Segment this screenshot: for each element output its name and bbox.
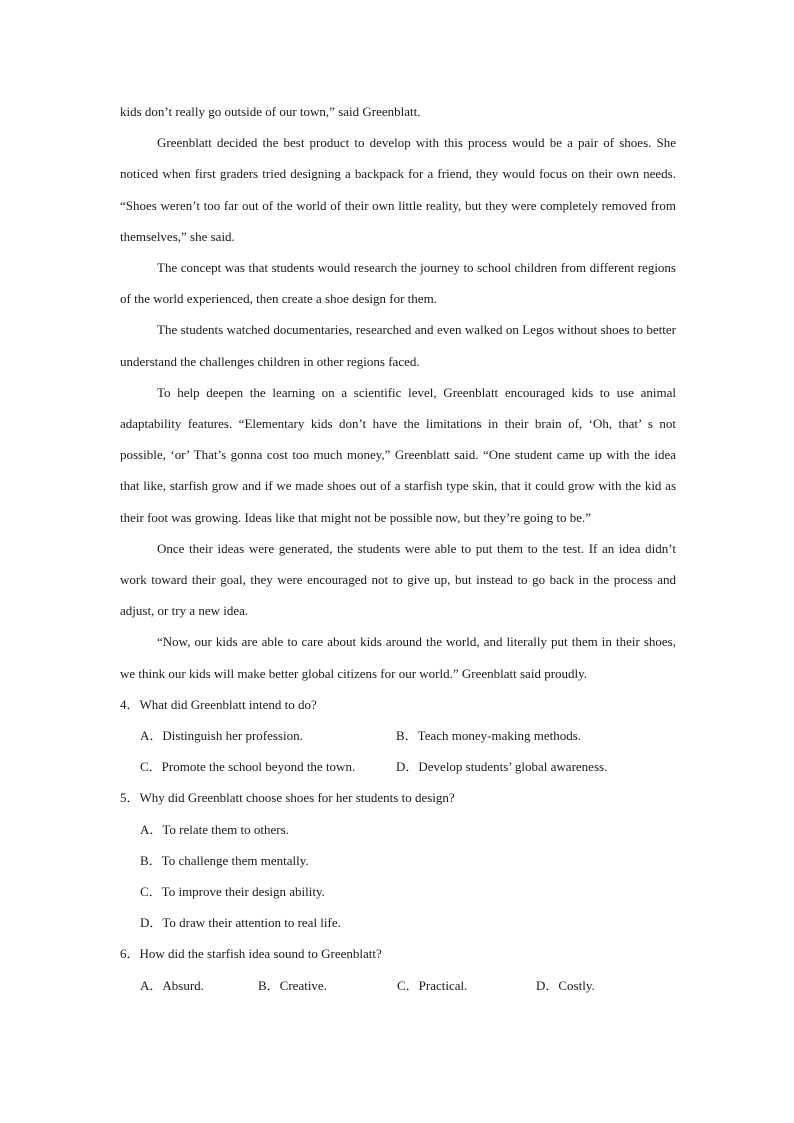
question-5-option-a: A．To relate them to others. [140, 821, 289, 837]
question-4-option-d: D．Develop students’ global awareness. [396, 759, 608, 775]
question-6-stem: 6．How did the starfish idea sound to Greenblatt? [120, 946, 382, 962]
passage-paragraph-2: Greenblatt decided the best product to develop with this process would be a pair of shoes. She noticed when first graders tried designing a backpack for a friend, they would focus on their own needs. “Shoes weren’t too far out of the world of their own little reality, but they were completely removed from themselves,” she said. [120, 135, 676, 244]
question-4-option-a: A．Distinguish her profession. [140, 728, 303, 744]
passage-paragraph-6: Once their ideas were generated, the students were able to put them to the test. If an idea didn’t work toward their goal, they were encouraged not to give up, but instead to go back in the process and adjust, or try a new idea. [120, 540, 676, 619]
question-6-option-d: D．Costly. [536, 977, 595, 993]
question-4-stem: 4．What did Greenblatt intend to do? [120, 696, 317, 712]
document-page [120, 96, 676, 1001]
question-4-option-b: B．Teach money-making methods. [396, 728, 582, 744]
question-6-options-row [120, 970, 676, 1001]
question-6-option-b: B．Creative. [258, 977, 327, 993]
question-6-option-a: A．Absurd. [140, 977, 204, 993]
passage-paragraph-5: To help deepen the learning on a scientific level, Greenblatt encouraged kids to use animal adaptability features. “Elementary kids don’t have the limitations in their brain of, ‘Oh, that’ s not possible, ‘or’ That’s gonna cost too much money,” Greenblatt said. “One student came up with the idea that like, starfish grow and if we made shoes out of a starfish type skin, that it could grow with the kid as their foot was growing. Ideas like that might not be possible now, but they’re going to be.” [120, 384, 676, 525]
question-5-option-c: C．To improve their design ability. [140, 884, 325, 900]
question-5-stem: 5．Why did Greenblatt choose shoes for her students to design? [120, 790, 455, 806]
passage-paragraph-3: The concept was that students would research the journey to school children from different regions of the world experienced, then create a shoe design for them. [120, 260, 676, 307]
question-5-option-d: D．To draw their attention to real life. [140, 915, 341, 931]
question-4-options-row-2 [120, 751, 676, 782]
passage-paragraph-1: kids don’t really go outside of our town,” said Greenblatt. [120, 104, 421, 119]
passage-paragraph-4: The students watched documentaries, researched and even walked on Legos without shoes to better understand the challenges children in other regions faced. [120, 322, 676, 369]
question-4 [120, 689, 676, 783]
question-5 [120, 782, 676, 938]
question-4-options-row-1 [120, 720, 676, 751]
question-6-option-c: C．Practical. [397, 977, 468, 993]
question-5-option-b: B．To challenge them mentally. [140, 852, 309, 868]
question-4-option-c: C．Promote the school beyond the town. [140, 759, 356, 775]
question-6 [120, 938, 676, 1000]
passage-paragraph-7: “Now, our kids are able to care about kids around the world, and literally put them in their shoes, we think our kids will make better global citizens for our world.” Greenblatt said proudly. [120, 634, 676, 681]
